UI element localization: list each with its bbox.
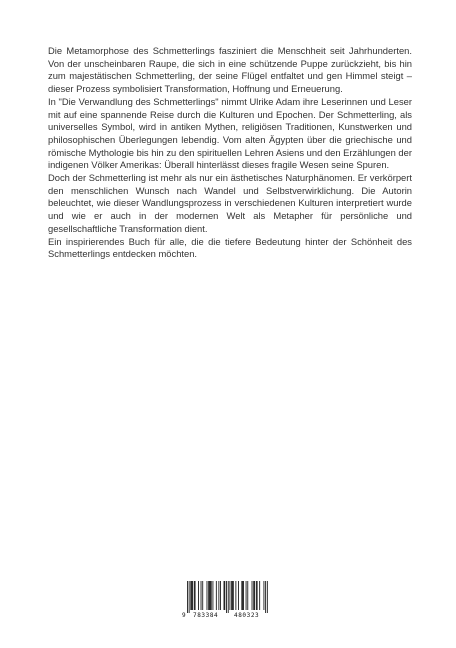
- barcode-bar: [231, 581, 232, 610]
- barcode-bar: [257, 581, 258, 610]
- barcode-bar: [211, 581, 212, 610]
- barcode-bar: [189, 581, 190, 613]
- barcode-bar: [198, 581, 199, 610]
- barcode-bar: [213, 581, 214, 610]
- barcode-bar: [241, 581, 242, 610]
- barcode-bar: [226, 581, 227, 613]
- barcode-bar: [235, 581, 236, 610]
- barcode-bar: [242, 581, 243, 610]
- barcode-bar: [224, 581, 225, 610]
- barcode-bar: [247, 581, 248, 610]
- barcode-bar: [253, 581, 254, 610]
- barcode-bar: [264, 581, 265, 610]
- barcode-bar: [220, 581, 221, 610]
- barcode-bar: [207, 581, 208, 610]
- barcode-first-digit: 9: [182, 612, 186, 619]
- barcode-right-group: 480323: [234, 612, 260, 619]
- barcode-bar: [267, 581, 268, 613]
- barcode-bars: [181, 581, 275, 613]
- barcode-bar: [224, 581, 225, 610]
- barcode-bar: [195, 581, 196, 610]
- barcode-bar: [230, 581, 231, 610]
- barcode-bar: [232, 581, 233, 610]
- barcode-bar: [218, 581, 219, 610]
- barcode-bar: [228, 581, 229, 613]
- barcode-bar: [256, 581, 257, 610]
- barcode-bar: [254, 581, 255, 610]
- barcode-bar: [243, 581, 244, 610]
- blurb-paragraph-2: In "Die Verwandlung des Schmetterlings" nimmt Ulrike Adam ihre Leserinnen und Leser mit auf eine spannende Reise durch die Kulturen und Epochen. Der Schmetterling, als universelles Symbol, wird in antiken Mythen, religiösen Traditionen, Kunstwerken und philosophischen Überlegungen lebendig. Vom alten Ägypten über die griechische und römische Mythologie bis hin zu den spirituellen Lehren Asiens und den Erzählungen der indigenen Völker Amerikas: Überall hinterlässt dieses fragile Wesen seine Spuren.: [48, 95, 412, 171]
- barcode-bar: [194, 581, 195, 610]
- blurb-paragraph-1: Die Metamorphose des Schmetterlings fasziniert die Menschheit seit Jahrhunderten. Von der unscheinbaren Raupe, die sich in eine schützende Puppe zurückzieht, bis hin zum majestätischen Schmetterling, der seine Flügel entfaltet und gen Himmel steigt – dieser Prozess symbolisiert Transformation, Hoffnung und Erneuerung.: [48, 45, 412, 95]
- barcode-bar: [209, 581, 210, 610]
- isbn-barcode: [181, 581, 275, 621]
- barcode-bar: [216, 581, 217, 610]
- blurb-paragraph-4: Ein inspirierendes Buch für alle, die die tiefere Bedeutung hinter der Schönheit des Schmetterlings entdecken möchten.: [48, 235, 412, 260]
- barcode-bar: [246, 581, 247, 610]
- barcode-bar: [233, 581, 234, 610]
- barcode-bar: [201, 581, 202, 610]
- barcode-bar: [202, 581, 203, 610]
- back-cover-blurb: [48, 45, 412, 261]
- barcode-bar: [252, 581, 253, 610]
- barcode-bar: [208, 581, 209, 610]
- barcode-bar: [187, 581, 188, 613]
- barcode-bar: [190, 581, 191, 610]
- blurb-paragraph-3: Doch der Schmetterling ist mehr als nur ein ästhetisches Naturphänomen. Er verkörpert den menschlichen Wunsch nach Wandel und Selbstverwirklichung. Die Autorin beleuchtet, wie dieser Wandlungsprozess in verschiedenen Kulturen interpretiert wurde und wie er auch in der modernen Welt als Metapher für persönliche und gesellschaftliche Transformation dient.: [48, 172, 412, 234]
- barcode-bar: [210, 581, 211, 610]
- barcode-bar: [191, 581, 192, 610]
- barcode-left-group: 783384: [193, 612, 219, 619]
- barcode-bar: [192, 581, 193, 610]
- barcode-bar: [238, 581, 239, 610]
- barcode-bar: [265, 581, 266, 613]
- barcode-bar: [259, 581, 260, 610]
